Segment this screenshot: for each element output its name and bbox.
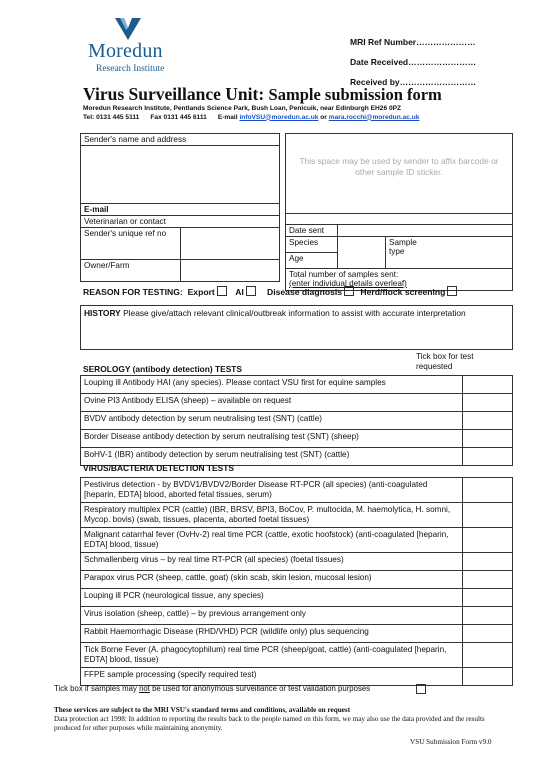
test-tick-box[interactable] — [463, 394, 513, 412]
test-row-label: Border Disease antibody detection by serum neutralising test (SNT) (sheep) — [81, 430, 463, 448]
org-name: Moredun — [88, 40, 163, 62]
serology-title: SEROLOGY (antibody detection) TESTS — [83, 364, 242, 374]
virus-title: VIRUS/BACTERIA DETECTION TESTS — [83, 463, 234, 473]
test-row-label: Tick Borne Fever (A. phagocytophilum) real time PCR (sheep/goat, cattle) (anti-coagulated [heparin, EDTA] blood, tissue) — [81, 643, 463, 668]
test-tick-box[interactable] — [463, 412, 513, 430]
received-by-field[interactable]: Received by……………………… — [350, 77, 477, 87]
owner-farm-label: Owner/Farm — [81, 260, 181, 282]
page-title: Virus Surveillance Unit: Sample submission form — [83, 84, 442, 104]
export-checkbox[interactable] — [217, 286, 227, 296]
serology-table — [80, 375, 513, 466]
ref-number-field[interactable]: MRI Ref Number………………… — [350, 37, 476, 47]
test-row-label: Louping ill PCR (neurological tissue, any species) — [81, 589, 463, 607]
sender-name-field[interactable] — [81, 146, 280, 204]
disease-diagnosis-checkbox[interactable] — [344, 286, 354, 296]
test-tick-box[interactable] — [463, 607, 513, 625]
test-tick-box[interactable] — [463, 503, 513, 528]
age-label: Age — [286, 253, 338, 269]
contact-address: Moredun Research Institute, Pentlands Science Park, Bush Loan, Penicuik, near Edinburgh EH26 0PZ Tel: 0131 445 5111 Fax 0131 445 6111 E-mail infoVSU@moredun.ac.uk or mara.rocchi@moredun.ac.uk — [83, 105, 420, 121]
test-tick-box[interactable] — [463, 589, 513, 607]
test-tick-box[interactable] — [463, 528, 513, 553]
total-samples-field[interactable]: Total number of samples sent: (enter individual details overleaf) — [286, 269, 513, 291]
date-sent-label: Date sent — [286, 225, 338, 237]
herd-screening-checkbox[interactable] — [447, 286, 457, 296]
test-row-label: Pestivirus detection - by BVDV1/BVDV2/Border Disease RT-PCR (all species) (anti-coagulated [heparin, EDTA] blood, aborted fetal tissues, serum) — [81, 478, 463, 503]
moredun-logo-icon — [115, 18, 141, 40]
test-row-label: Malignant catarrhal fever (OvHv-2) real time PCR (cattle, exotic hoofstock) (anti-coagulated [heparin, EDTA] blood, tissue) — [81, 528, 463, 553]
test-row-label: BVDV antibody detection by serum neutralising test (SNT) (cattle) — [81, 412, 463, 430]
test-tick-box[interactable] — [463, 553, 513, 571]
test-row-label: Virus isolation (sheep, cattle) – by previous arrangement only — [81, 607, 463, 625]
anonymous-use-checkbox[interactable] — [416, 684, 426, 694]
sender-name-label: Sender's name and address — [81, 134, 280, 146]
unique-ref-field[interactable] — [181, 228, 280, 260]
email-link-vsu[interactable]: infoVSU@moredun.ac.uk — [239, 113, 319, 121]
owner-farm-field[interactable] — [181, 260, 280, 282]
office-use-block — [350, 32, 476, 92]
email-link-rocchi[interactable]: mara.rocchi@moredun.ac.uk — [328, 113, 420, 121]
test-row-label: Rabbit Haemorrhagic Disease (RHD/VHD) PCR (wildlife only) plus sequencing — [81, 625, 463, 643]
test-row-label: BoHV-1 (IBR) antibody detection by serum neutralising test (SNT) (cattle) — [81, 448, 463, 466]
org-subtitle: Research Institute — [96, 64, 165, 74]
test-row-label: FFPE sample processing (specify required test) — [81, 668, 463, 686]
test-tick-box[interactable] — [463, 430, 513, 448]
barcode-area[interactable]: This space may be used by sender to affix barcode or other sample ID sticker. — [286, 134, 513, 214]
date-sent-field[interactable] — [338, 225, 513, 237]
species-field[interactable] — [338, 237, 386, 269]
ai-checkbox[interactable] — [246, 286, 256, 296]
test-row-label: Louping ill Antibody HAI (any species). Please contact VSU first for equine samples — [81, 376, 463, 394]
email-label: E-mail — [81, 204, 280, 216]
test-tick-box[interactable] — [463, 625, 513, 643]
virus-table — [80, 477, 513, 686]
sender-details-table — [80, 133, 280, 282]
reason-for-testing: REASON FOR TESTING: Export AI Disease diagnosis Herd/flock screening — [83, 286, 461, 297]
form-version: VSU Submission Form v9.0 — [410, 738, 492, 746]
footer-terms: These services are subject to the MRI VSU's standard terms and conditions, available on request Data protection act 1998: In addition to reporting the results back to the people named on this form, we may also use the data provided and the results produced for other purposes while maintaining anonymity. — [54, 706, 485, 732]
test-tick-box[interactable] — [463, 478, 513, 503]
test-tick-box[interactable] — [463, 376, 513, 394]
sample-type-label: Sample type — [386, 237, 513, 269]
test-row-label: Ovine PI3 Antibody ELISA (sheep) – available on request — [81, 394, 463, 412]
sample-details-table — [285, 133, 513, 291]
test-tick-box[interactable] — [463, 668, 513, 686]
test-row-label: Respiratory multiplex PCR (cattle) (IBR, BRSV, BPI3, BoCov, P. multocida, M. haemolytica, H. somni, Mycop. bovis) (swab, tissues, placenta, aborted foetal tissues) — [81, 503, 463, 528]
vet-contact-label: Veterinarian or contact — [81, 216, 280, 228]
date-received-field[interactable]: Date Received…………………… — [350, 57, 477, 67]
test-row-label: Parapox virus PCR (sheep, cattle, goat) (skin scab, skin lesion, mucosal lesion) — [81, 571, 463, 589]
species-label: Species — [286, 237, 338, 253]
history-box[interactable]: HISTORY Please give/attach relevant clinical/outbreak information to assist with accurate interpretation — [80, 305, 513, 350]
tick-box-header: Tick box for test requested — [416, 352, 474, 371]
test-tick-box[interactable] — [463, 571, 513, 589]
test-tick-box[interactable] — [463, 448, 513, 466]
unique-ref-label: Sender's unique ref no — [81, 228, 181, 260]
anonymous-use-note: Tick box if samples may not be used for anonymous surveillance or test validation purposes — [54, 684, 371, 693]
test-tick-box[interactable] — [463, 643, 513, 668]
test-row-label: Schmallenberg virus – by real time RT-PCR (all species) (foetal tissues) — [81, 553, 463, 571]
